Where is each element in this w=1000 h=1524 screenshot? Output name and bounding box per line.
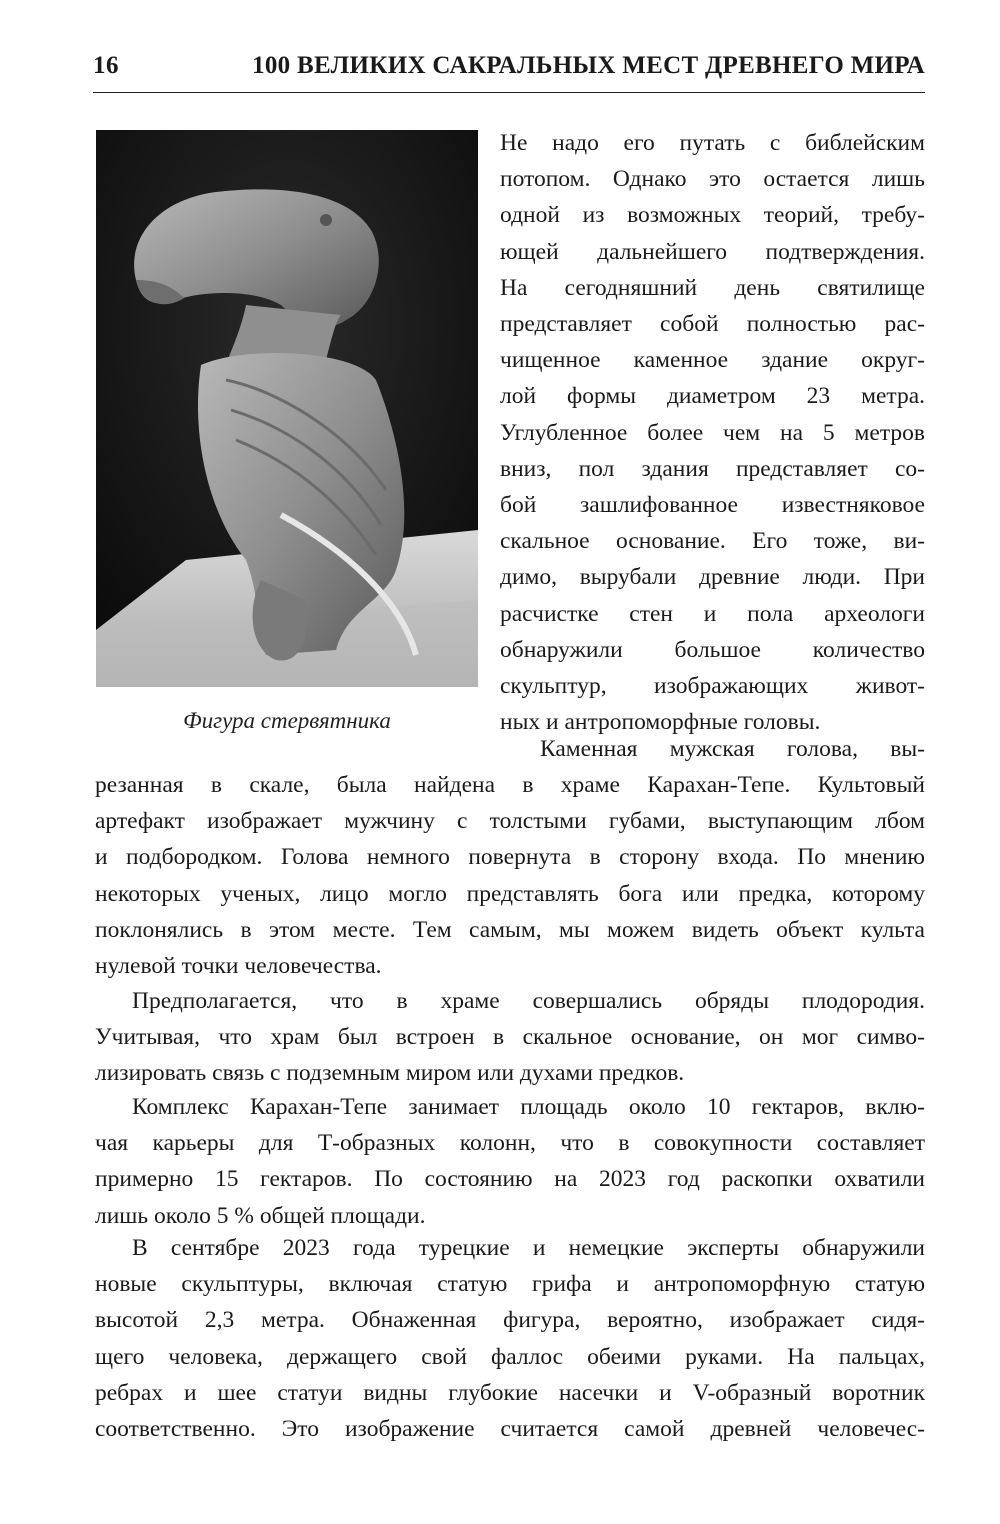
text-line: ющей дальнейшего подтверждения. <box>500 238 925 265</box>
text-line: и подбородком. Голова немного повернута в сторону входа. По мнению <box>95 844 925 871</box>
text-line: лой формы диаметром 23 метра. <box>500 383 925 410</box>
text-line: артефакт изображает мужчину с толстыми губами, выступающим лбом <box>95 808 925 835</box>
text-line: поклонялись в этом месте. Тем самым, мы можем видеть объект культа <box>95 916 925 943</box>
text-line: Комплекс Карахан-Тепе занимает площадь около 10 гектаров, вклю- <box>132 1094 925 1120</box>
paragraph-head-first-line <box>540 731 925 767</box>
text-line: лизировать связь с подземным миром или духами предков. <box>95 1060 685 1087</box>
running-title: 100 ВЕЛИКИХ САКРАЛЬНЫХ МЕСТ ДРЕВНЕГО МИРА <box>252 52 925 79</box>
text-line: одной из возможных теорий, требу- <box>500 202 925 229</box>
text-line: Каменная мужская голова, вы- <box>540 736 925 762</box>
text-line: чая карьеры для Т-образных колонн, что в совокупности составляет <box>95 1130 925 1157</box>
text-line: В сентябре 2023 года турецкие и немецкие эксперты обнаружили <box>132 1235 925 1261</box>
text-line: нулевой точки человечества. <box>95 953 382 980</box>
text-line: новые скульптуры, включая статую грифа и антропоморфную статую <box>95 1271 925 1298</box>
text-line: резанная в скале, была найдена в храме Карахан-Тепе. Культовый <box>95 772 925 798</box>
text-line: чищенное каменное здание округ- <box>500 347 925 374</box>
vulture-figure-photo <box>96 130 478 687</box>
text-line: некоторых ученых, лицо могло представлять бога или предка, которому <box>95 880 925 907</box>
text-line: соответственно. Это изображение считается самой древней человечес- <box>95 1416 925 1443</box>
text-line: представляет собой полностью рас- <box>500 311 925 338</box>
text-line: расчистке стен и пола археологи <box>500 600 925 627</box>
text-line: На сегодняшний день святилище <box>500 274 925 301</box>
paragraph-september-2023 <box>95 1230 925 1447</box>
paragraph-fertility <box>95 983 925 1092</box>
text-line: димо, вырубали древние люди. При <box>500 564 925 591</box>
text-line: Не надо его путать с библейским <box>500 130 925 156</box>
text-line: ных и антропоморфные головы. <box>500 709 821 736</box>
text-line: ребрах и шее статуи видны глубокие насечки и V-образный воротник <box>95 1379 925 1406</box>
paragraph-head-body <box>95 767 925 984</box>
text-line: потопом. Однако это остается лишь <box>500 166 925 193</box>
text-line: высотой 2,3 метра. Обнаженная фигура, вероятно, изображает сидя- <box>95 1307 925 1334</box>
text-line: скальное основание. Его тоже, ви- <box>500 528 925 555</box>
page-header <box>93 52 925 88</box>
paragraph-complex-area <box>95 1089 925 1234</box>
text-line: скульптур, изображающих живот- <box>500 673 925 700</box>
text-line: щего человека, держащего свой фаллос обеими руками. На пальцах, <box>95 1343 925 1370</box>
page-number: 16 <box>93 52 119 79</box>
header-rule <box>93 92 925 93</box>
right-column-text <box>500 125 925 740</box>
text-line: Углубленное более чем на 5 метров <box>500 419 925 446</box>
text-line: лишь около 5 % общей площади. <box>95 1202 426 1229</box>
text-line: бой зашлифованное известняковое <box>500 492 925 519</box>
figure-caption: Фигура стервятника <box>183 708 391 733</box>
text-line: примерно 15 гектаров. По состоянию на 2023 год раскопки охватили <box>95 1166 925 1193</box>
text-line: Предполагается, что в храме совершались обряды плодородия. <box>132 988 925 1014</box>
text-line: вниз, пол здания представляет со- <box>500 455 925 482</box>
text-line: Учитывая, что храм был встроен в скальное основание, он мог симво- <box>95 1024 925 1051</box>
text-line: обнаружили большое количество <box>500 636 925 663</box>
